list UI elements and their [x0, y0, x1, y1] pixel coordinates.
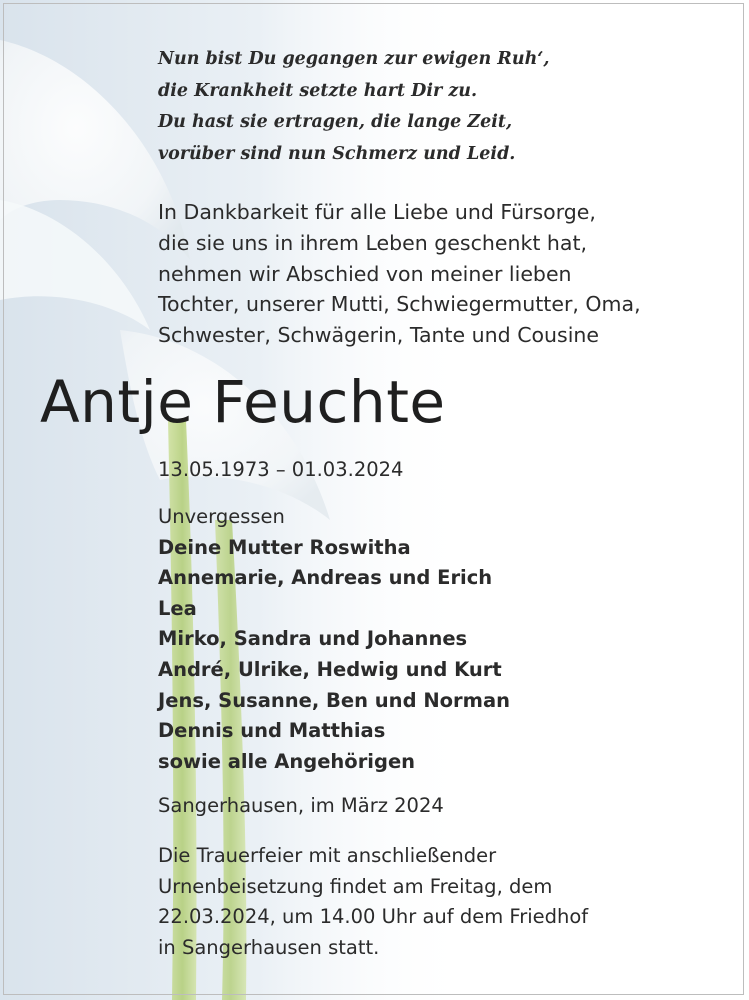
intro-line: Tochter, unserer Mutti, Schwiegermutter, Oma,	[158, 292, 641, 317]
poem-line: vorüber sind nun Schmerz und Leid.	[158, 143, 516, 164]
intro-line: In Dankbarkeit für alle Liebe und Fürsorge,	[158, 200, 596, 224]
funeral-notice	[158, 841, 588, 963]
poem-line: die Krankheit setzte hart Dir zu.	[158, 80, 478, 101]
notice-line: Urnenbeisetzung findet am Freitag, dem	[158, 874, 553, 898]
mourner-line: Dennis und Matthias	[158, 719, 386, 743]
mourner-line: Mirko, Sandra und Johannes	[158, 627, 468, 651]
mourner-line: Lea	[158, 596, 197, 620]
mourner-line: Deine Mutter Roswitha	[158, 535, 411, 559]
mourner-line: sowie alle Angehörigen	[158, 749, 416, 773]
deceased-name: Antje Feuchte	[40, 368, 446, 436]
mourner-line: Jens, Susanne, Ben und Norman	[158, 688, 511, 712]
poem-verse	[158, 44, 549, 170]
mourner-line: Annemarie, Andreas und Erich	[158, 566, 493, 590]
intro-line: Schwester, Schwägerin, Tante und Cousine	[158, 323, 600, 348]
mourners-list	[158, 502, 510, 777]
notice-line: in Sangerhausen statt.	[158, 935, 380, 959]
intro-line: die sie uns in ihrem Leben geschenkt hat,	[158, 230, 588, 255]
gratitude-text	[158, 197, 641, 351]
mourner-line: André, Ulrike, Hedwig und Kurt	[158, 657, 502, 681]
life-dates: 13.05.1973 – 01.03.2024	[158, 458, 404, 481]
intro-line: nehmen wir Abschied von meiner lieben	[158, 261, 572, 286]
notice-line: 22.03.2024, um 14.00 Uhr auf dem Friedhof	[158, 905, 589, 928]
place-and-date: Sangerhausen, im März 2024	[158, 794, 444, 817]
poem-line: Du hast sie ertragen, die lange Zeit,	[158, 112, 513, 132]
mourners-heading: Unvergessen	[158, 505, 285, 528]
notice-line: Die Trauerfeier mit anschließender	[158, 844, 497, 867]
poem-line: Nun bist Du gegangen zur ewigen Ruh‘,	[158, 49, 550, 69]
